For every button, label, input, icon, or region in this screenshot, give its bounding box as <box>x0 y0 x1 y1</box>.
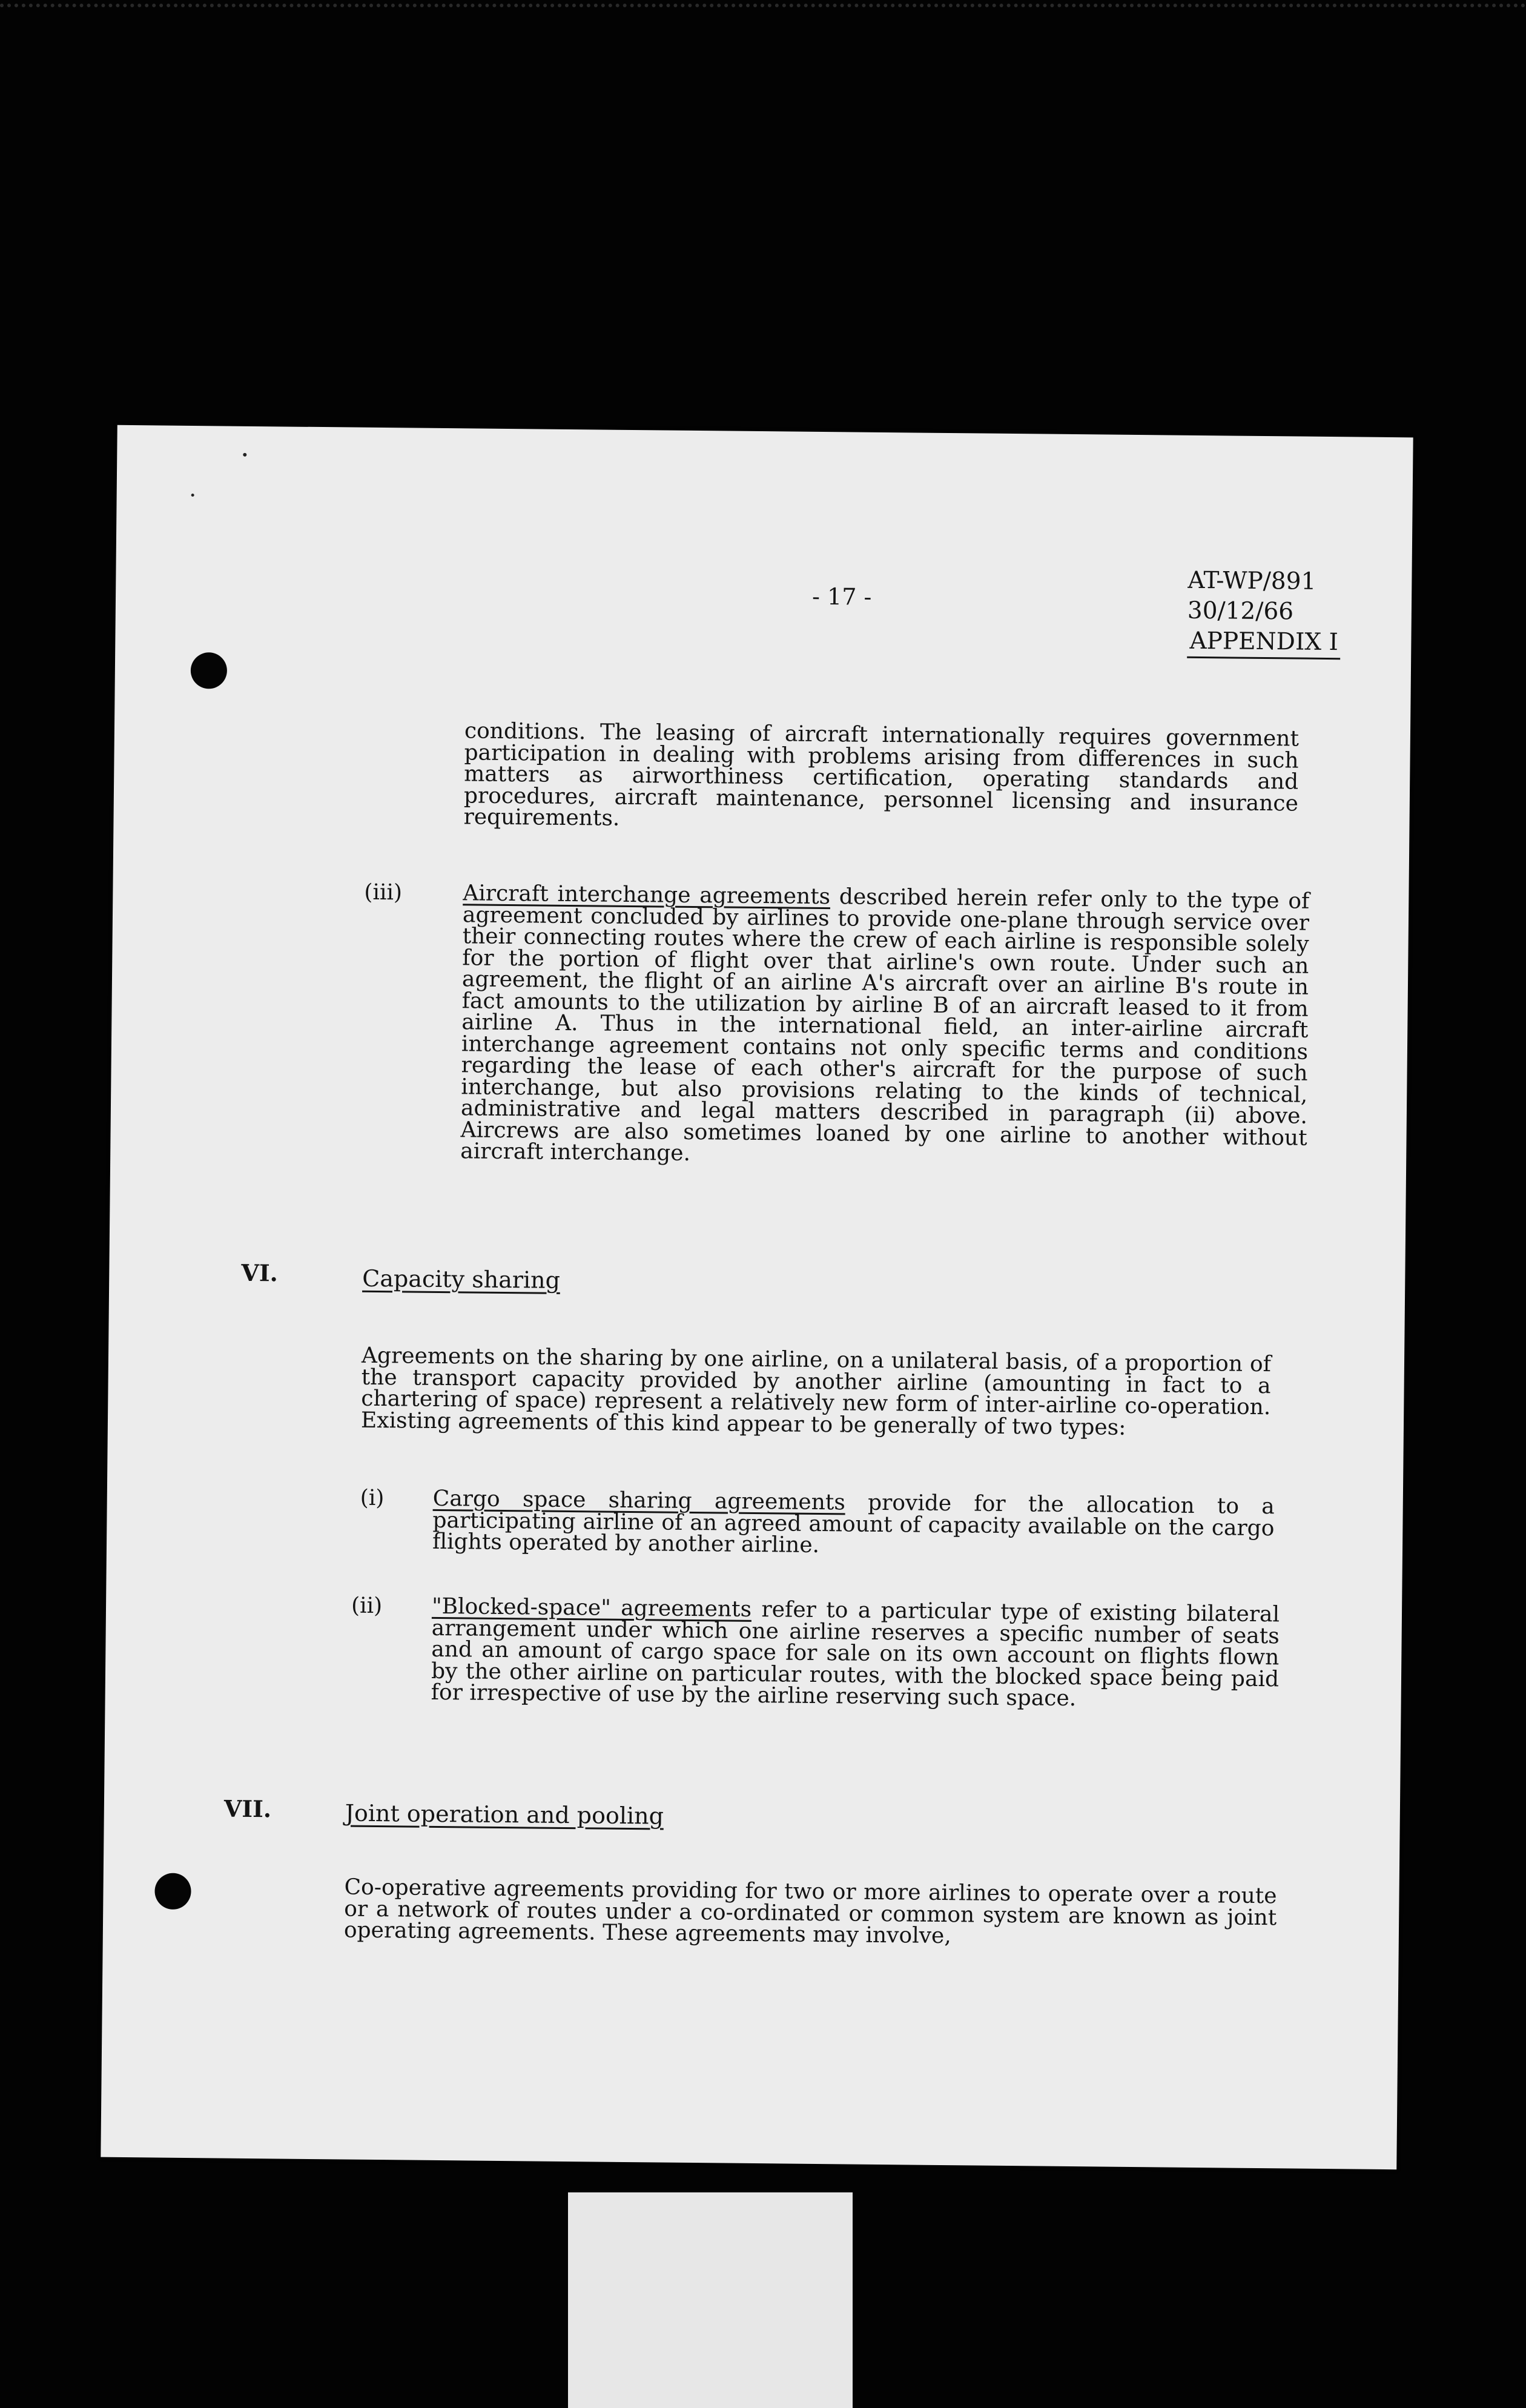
item-ii-title: "Blocked-space" agreements <box>431 1593 752 1622</box>
item-i-paragraph <box>432 1488 1275 1561</box>
item-ii-number: (ii) <box>351 1593 383 1619</box>
section-vi-intro: Agreements on the sharing by one airline, on a unilateral basis, of a proportion of the transport capacity provided by another airline (amounting in fact to a chartering of space) represent a relatively new form of inter-airline co-operation. Existing agreements of this kind appear to be generally of two types: <box>360 1343 1272 1440</box>
item-iii-title: Aircraft interchange agreements <box>463 881 831 910</box>
item-iii-number: (iii) <box>364 879 403 905</box>
punch-hole-bottom <box>154 1873 191 1910</box>
appendix-label: APPENDIX I <box>1187 626 1341 660</box>
document-reference <box>1187 566 1341 660</box>
item-i-text: provide for the allocation to a participating airline of an agreed amount of capacity available on the cargo flights operated by another airline. <box>432 1490 1275 1558</box>
item-ii-paragraph <box>431 1593 1280 1712</box>
section-vi-heading <box>362 1266 560 1292</box>
punch-hole-top <box>191 652 228 689</box>
section-vii-title: Joint operation and pooling <box>345 1799 664 1830</box>
item-i-title: Cargo space sharing agreements <box>432 1486 846 1515</box>
section-vii-numeral: VII. <box>223 1794 272 1823</box>
section-vii-heading <box>345 1801 664 1828</box>
item-iii-text: described herein refer only to the type of agreement concluded by airlines to provide one-plane through service over their connecting routes where the crew of each airline is responsible solely for the portion of flight over that airline's own route. Under such an agreement, the flight of an airline A's aircraft over an airline B's route in fact amounts to the utilization by airline B of an aircraft leased to it from airline A. Thus in the international field, an inter-airline aircraft interchange agreement contains not only specific terms and conditions regarding the lease of each other's aircraft for the purpose of such interchange, but also provisions relating to the kinds of technical, administrative and legal matters described in paragraph (ii) above. Aircrews are also sometimes loaned by one airline to another without aircraft interchange. <box>460 884 1310 1166</box>
continuation-paragraph: conditions. The leasing of aircraft internationally requires government participation in dealing with problems arising from differences in such matters as airworthiness certification, operating standards and procedures, aircraft maintenance, personnel licensing and insurance requirements. <box>463 718 1300 831</box>
item-iii-paragraph <box>460 882 1309 1170</box>
section-vi-numeral: VI. <box>241 1259 279 1287</box>
paper-tab <box>568 2192 853 2408</box>
section-vi-title: Capacity sharing <box>362 1265 561 1294</box>
item-ii-text: refer to a particular type of existing bilateral arrangement under which one airline reserves a specific number of seats and an amount of cargo space for sale on its own account on flights flown by the other airline on particular routes, with the blocked space being paid for irrespective of use by the airline reserving such space. <box>431 1596 1280 1712</box>
scan-speck <box>243 453 246 457</box>
item-i-number: (i) <box>360 1485 385 1511</box>
scan-edge-noise <box>0 4 1526 25</box>
reference-date: 30/12/66 <box>1187 597 1294 626</box>
section-vii-intro: Co-operative agreements providing for two or more airlines to operate over a route or a network of routes under a co-ordinated or common system are known as joint operating agreements. These agreements may involve, <box>343 1874 1277 1949</box>
reference-code: AT-WP/891 <box>1187 566 1316 595</box>
document-page <box>101 425 1413 2169</box>
scan-speck <box>191 494 194 497</box>
page-number: - 17 - <box>811 583 872 610</box>
